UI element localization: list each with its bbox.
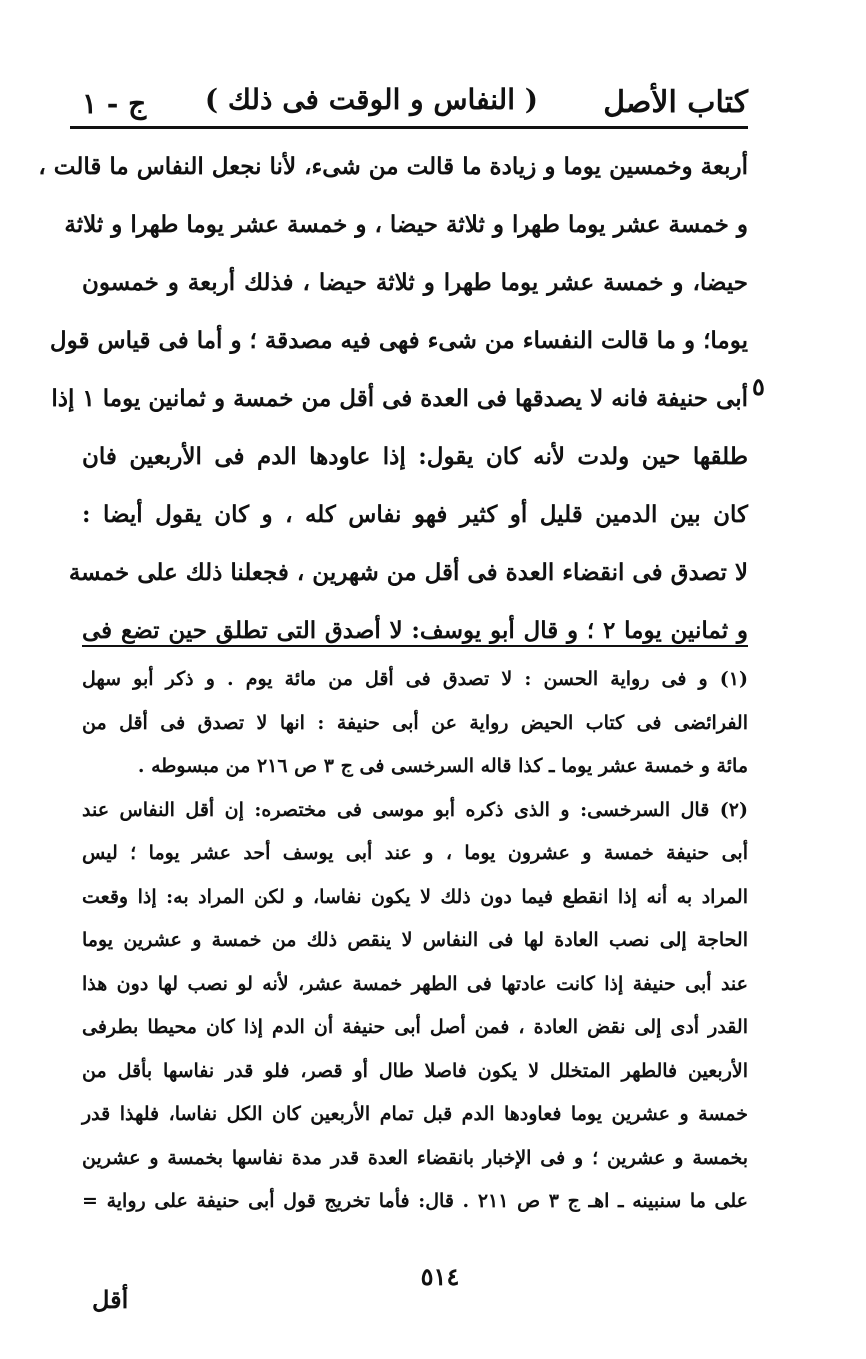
page-number: ٥١٤ bbox=[420, 1262, 460, 1291]
footnote-line: خمسة و عشرين يوما فعاودها الدم قبل تمام الأربعين كان الكل نفاسا، فلهذا قدر bbox=[82, 1103, 748, 1125]
header-rule bbox=[70, 126, 748, 129]
footnote-line: بخمسة و عشرين ؛ و فى الإخبار بانقضاء العدة قدر مدة نفاسها بخمسة و عشرين bbox=[82, 1146, 748, 1169]
text-line: طلقها حين ولدت لأنه كان يقول: إذا عاودها الدم فى الأربعين فان bbox=[82, 443, 748, 470]
text-line: كان بين الدمين قليل أو كثير فهو نفاس كله ، و كان يقول أيضا : bbox=[82, 501, 748, 528]
volume-number: ج - ١ bbox=[82, 87, 147, 120]
line-number-marker: ٥ bbox=[752, 372, 765, 401]
footnote-line: القدر أدى إلى نقض العادة ، فمن أصل أبى حنيفة أن الدم إذا كان محيطا بطرفى bbox=[82, 1016, 748, 1038]
book-title: كتاب الأصل bbox=[603, 85, 748, 120]
footnote-line: على ما سنبينه ـ اهـ ج ٣ ص ٢١١ . قال: فأما تخريج قول أبى حنيفة على رواية = bbox=[82, 1190, 749, 1212]
text-line: حيضا، و خمسة عشر يوما طهرا و ثلاثة حيضا ، فذلك أربعة و خمسون bbox=[82, 269, 748, 296]
text-line: أربعة وخمسين يوما و زيادة ما قالت من شىء، لأنا نجعل النفاس ما قالت ، bbox=[38, 153, 748, 180]
text-line: و خمسة عشر يوما طهرا و ثلاثة حيضا ، و خمسة عشر يوما طهرا و ثلاثة bbox=[64, 211, 748, 238]
footnote-line: (١) و فى رواية الحسن : لا تصدق فى أقل من مائة يوم . و ذكر أبو سهل bbox=[82, 668, 748, 690]
footnote-line: الحاجة إلى نصب العادة لها فى النفاس لا ينقص ذلك من خمسة و عشرين يوما bbox=[82, 929, 748, 951]
footnote-line: الأربعين فالطهر المتخلل لا يكون فاصلا طال أو قصر، فلو قدر نفاسها بأقل من bbox=[82, 1059, 748, 1082]
text-line: لا تصدق فى انقضاء العدة فى أقل من شهرين ، فجعلنا ذلك على خمسة bbox=[68, 559, 748, 586]
footnotes bbox=[82, 658, 748, 1224]
footnote-line: (٢) قال السرخسى: و الذى ذكره أبو موسى فى مختصره: إن أقل النفاس عند bbox=[82, 798, 748, 821]
footnote-line: مائة و خمسة عشر يوما ـ كذا قاله السرخسى فى ج ٣ ص ٢١٦ من مبسوطه . bbox=[137, 755, 748, 777]
footnote-line: الفرائضى فى كتاب الحيض رواية عن أبى حنيفة : انها لا تصدق فى أقل من bbox=[82, 711, 748, 734]
running-header bbox=[82, 70, 748, 120]
chapter-title: ( النفاس و الوقت فى ذلك ) bbox=[204, 83, 538, 116]
catchword: أقل bbox=[92, 1285, 129, 1314]
footnote-line: عند أبى حنيفة إذا كانت عادتها فى الطهر خمسة عشر، لأنه لو نصب لها دون هذا bbox=[82, 972, 748, 995]
text-line: يوما؛ و ما قالت النفساء من شىء فهى فيه مصدقة ؛ و أما فى قياس قول bbox=[49, 327, 748, 354]
text-line: أبى حنيفة فانه لا يصدقها فى العدة فى أقل من خمسة و ثمانين يوما ١ إذا bbox=[51, 385, 748, 412]
footnote-line: المراد به أنه إذا انقطع فيما دون ذلك لا يكون نفاسا، و لكن المراد به: إذا وقعت bbox=[82, 885, 748, 908]
footnote-rule bbox=[82, 645, 748, 647]
text-line: و ثمانين يوما ٢ ؛ و قال أبو يوسف: لا أصدق التى تطلق حين تضع فى bbox=[82, 617, 748, 644]
footnote-line: أبى حنيفة خمسة و عشرون يوما ، و عند أبى يوسف أحد عشر يوما ؛ ليس bbox=[82, 842, 748, 864]
main-text bbox=[38, 138, 748, 660]
